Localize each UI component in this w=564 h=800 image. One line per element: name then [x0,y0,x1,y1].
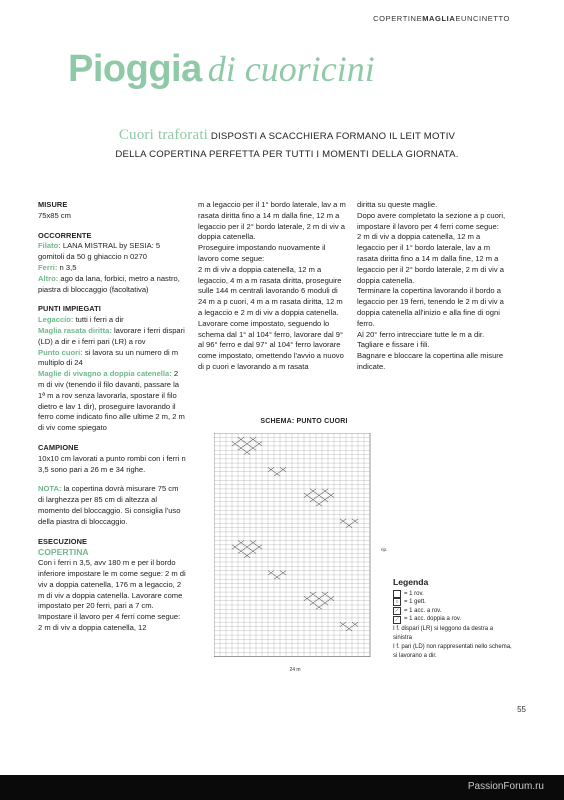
legend-item: ⟋ = 1 acc. doppia a rov. [393,615,513,624]
misure-value: 75x85 cm [38,210,71,220]
watermark: PassionForum.ru [467,781,544,792]
legend-note-odd: I f. dispari (LR) si leggono da destra a sinistra [393,625,494,641]
col3-para-6: Tagliare e fissare i fili. [357,340,430,350]
col3-para-7: Bagnare e bloccare la copertina alle misure indicate. [357,351,504,371]
esecuzione-text: Con i ferri n 3,5, avv 180 m e per il bordo inferiore impostare le m come segue: 2 m di viv a doppia catenella, 176 m a legaccio, 2 m di viv a doppia catenella. Lavorare come impostato per 20 ferri, pari a 7 cm. Impostare il lavoro per 4 ferri come segue: 2 m di viv a doppia catenella, 12 [38,558,186,632]
chart-width-label: 24 m [289,667,301,673]
altro-line: Altro: ago da lana, forbici, metro a nastro, piastra di bloccaggio (facoltativa) [38,273,180,294]
nota-line: NOTA: la copertina dovrà misurare 75 cm di larghezza per 85 cm di altezza al momento del bloccaggio. Si consiglia l'uso della piastra di bloccaggio. [38,484,181,526]
legaccio-line: Legaccio: tutti i ferri a dir [38,315,124,325]
title-bold-word: Pioggia [68,48,202,90]
vivagno-line: Maglie di vivagno a doppia catenella: 2 m di viv (tenendo il filo davanti, passare la 1ª m a rov senza lavorarla, spostare il filo dietro e lav 1 dir), proseguire lavorando il ferro come indicato fino alle ultime 2 m, 2 m di viv come spiegato [38,369,185,433]
subtitle-line1: DISPOSTI A SCACCHIERA FORMANO IL LEIT MOTIV [208,131,456,142]
knitting-chart [214,433,374,666]
running-header: COPERTINEMAGLIAEUNCINETTO [373,14,510,23]
occorrente-heading: OCCORRENTE [38,230,92,240]
page-number: 55 [517,705,526,714]
punti-heading: PUNTI IMPIEGATI [38,304,101,314]
legend-title: Legenda [393,577,429,587]
title-script-words: di cuoricini [207,49,375,89]
legend [393,578,513,660]
column-1 [38,200,186,634]
col3-para-5: Al 20° ferro intrecciare tutte le m a dir. [357,329,485,339]
cuori-line: Punto cuori: si lavora su un numero di m multiplo di 24 [38,347,179,368]
column-3 [357,200,507,373]
rasata-line: Maglia rasata diritta: lavorare i ferri dispari (LD) a dir e i ferri pari (LR) a rov [38,325,185,346]
legend-item: = 1 rov. [393,590,513,599]
copertina-heading: COPERTINA [38,547,89,558]
schema-title: SCHEMA: PUNTO CUORI [260,418,348,425]
decrease-symbol-icon: ⟋ [393,607,401,615]
legend-item: ○ = 1 gett. [393,598,513,607]
col3-para-4: Terminare la copertina lavorando il bordo a legaccio per 19 ferri, tenendo le 2 m di viv a doppia catenella all'inizio e alla fine di ogni ferro. [357,286,504,328]
page-title [68,48,508,91]
campione-value: 10x10 cm lavorati a punto rombi con i ferri n 3,5 sono pari a 26 m e 34 righe. [38,453,186,474]
subtitle-accent: Cuori traforati [118,127,209,143]
campione-heading: CAMPIONE [38,442,79,452]
col2-para-1: m a legaccio per il 1° bordo laterale, lav a m rasata diritta fino a 14 m dalla fine, 12 m a legaccio per il 2° bordo laterale, 2 m di viv a doppia catenella. [198,200,346,242]
column-2 [198,200,346,373]
legend-note-even: I f. pari (LD) non rappresentati nello schema, si lavorano a dir. [393,644,512,659]
esecuzione-heading: ESECUZIONE [38,536,88,546]
col2-para-2: Proseguire impostando nuovamente il lavoro come segue: [198,243,326,263]
col2-para-3: 2 m di viv a doppia catenella, 12 m a legaccio, 4 m a m rasata diritta, proseguire sulle 144 m centrali lavorando 6 moduli di 24 m a p cuori, 4 m a m rasata diritta, 12 m a legaccio e 2 m di viv a doppia catenella. [198,264,343,317]
knitting-chart-grid [214,433,374,661]
col3-para-1: diritta su queste maglie. [357,200,438,209]
col3-para-3: 2 m di viv a doppia catenella, 12 m a legaccio per il 1° bordo laterale, lav a m rasata diritta fino a 14 m dalla fine, 12 m a legaccio per il 2° bordo laterale, 2 m di viv a doppia catenella. [357,232,504,285]
double-decrease-symbol-icon: ⟋ [393,616,401,624]
subtitle-line2: DELLA COPERTINA PERFETTA PER TUTTI I MOMENTI DELLA GIORNATA. [115,149,459,160]
misure-heading: MISURE [38,200,68,209]
filato-line: Filato: LANA MISTRAL by SESIA: 5 gomitoli da 50 g ghiaccio n 0270 [38,241,161,262]
col3-para-2: Dopo avere completato la sezione a p cuori, impostare il lavoro per 4 ferri come segue: [357,210,506,231]
ferri-line: Ferri: n 3,5 [38,262,77,272]
subtitle [72,126,502,164]
col2-para-4: Lavorare come impostato, seguendo lo schema dal 1° al 104° ferro, lavorare dal 9° al 96° ferro e dal 97° al 104° ferro lavorare come impostato, omettendo l'avvio a nuovo di p cuori e lavorando a m rasata [198,318,344,371]
repeat-label: rip. [381,547,388,552]
purl-symbol-icon [393,590,401,598]
yarn-over-symbol-icon: ○ [393,598,401,606]
legend-item: ⟋ = 1 acc. a rov. [393,607,513,616]
